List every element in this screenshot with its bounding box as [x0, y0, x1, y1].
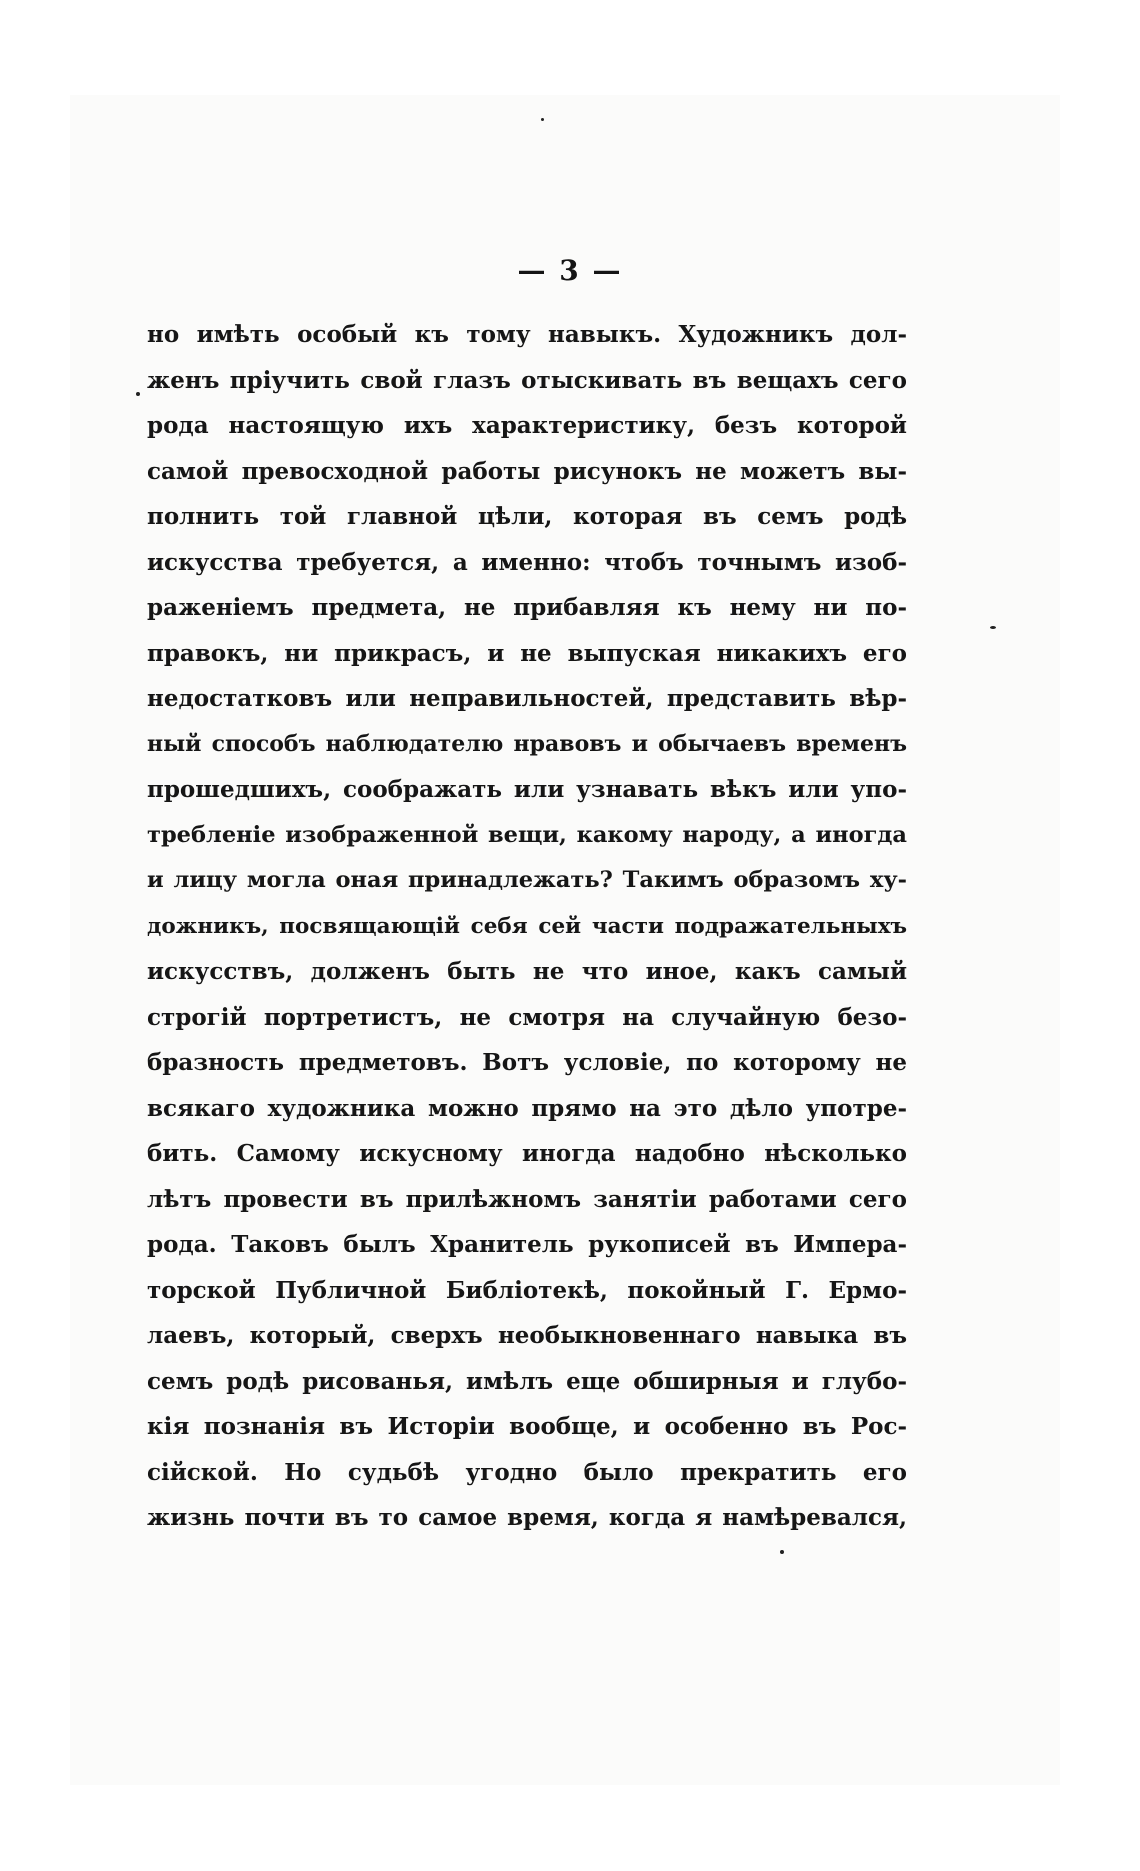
text-line: прошедшихъ, соображать или узнавать вѣкъ или упо-: [147, 776, 907, 803]
text-line: бить. Самому искусному иногда надобно нѣсколько: [147, 1140, 907, 1167]
text-line: всякаго художника можно прямо на это дѣло употре-: [147, 1094, 907, 1122]
text-line: лаевъ, который, сверхъ необыкновеннаго навыка въ: [147, 1322, 907, 1349]
text-line: но имѣть особый къ тому навыкъ. Художникъ дол-: [147, 321, 907, 348]
text-line: раженіемъ предмета, не прибавляя къ нему ни по-: [147, 594, 907, 621]
text-line: и лицу могла оная принадлежать? Такимъ образомъ ху-: [147, 867, 907, 893]
text-line: строгій портретистъ, не смотря на случайную безо-: [147, 1003, 907, 1031]
text-line: ный способъ наблюдателю нравовъ и обычаевъ временъ: [147, 730, 907, 757]
text-line: бразность предметовъ. Вотъ условіе, по которому не: [147, 1049, 907, 1076]
text-line: правокъ, ни прикрасъ, и не выпуская никакихъ его: [147, 639, 907, 667]
scan-speck: [990, 626, 996, 629]
text-line: самой превосходной работы рисунокъ не можетъ вы-: [147, 457, 907, 485]
text-line: рода. Таковъ былъ Хранитель рукописей въ Импера-: [147, 1231, 907, 1258]
text-line: рода настоящую ихъ характеристику, безъ которой: [147, 412, 907, 439]
text-line: искусства требуется, а именно: чтобъ точнымъ изоб-: [147, 548, 907, 576]
text-line: кія познанія въ Исторіи вообще, и особенно въ Рос-: [147, 1413, 907, 1440]
scan-speck: [780, 1550, 784, 1554]
text-line: женъ пріучить свой глазъ отыскивать въ вещахъ сего: [147, 366, 907, 394]
text-line: требленіе изображенной вещи, какому народу, а иногда: [147, 821, 907, 848]
text-line: сійской. Но судьбѣ угодно было прекратить его: [147, 1458, 907, 1486]
body-text: [147, 312, 907, 1541]
text-line: полнить той главной цѣли, которая въ семъ родѣ: [147, 503, 907, 530]
text-line: торской Публичной Библіотекѣ, покойный Г. Ермо-: [147, 1276, 907, 1304]
text-line: искусствъ, долженъ быть не что иное, какъ самый: [147, 958, 907, 985]
scan-speck: [136, 392, 140, 396]
text-line: семъ родѣ рисованья, имѣлъ еще обширныя и глубо-: [147, 1367, 907, 1395]
text-line: лѣтъ провести въ прилѣжномъ занятіи работами сего: [147, 1185, 907, 1213]
page-number: — 3 —: [517, 254, 623, 287]
text-line: недостатковъ или неправильностей, представить вѣр-: [147, 685, 907, 712]
text-line: жизнь почти въ то самое время, когда я намѣревался,: [147, 1504, 907, 1531]
scan-speck: [541, 118, 544, 121]
text-line: дожникъ, посвящающій себя сей части подражательныхъ: [147, 913, 907, 939]
